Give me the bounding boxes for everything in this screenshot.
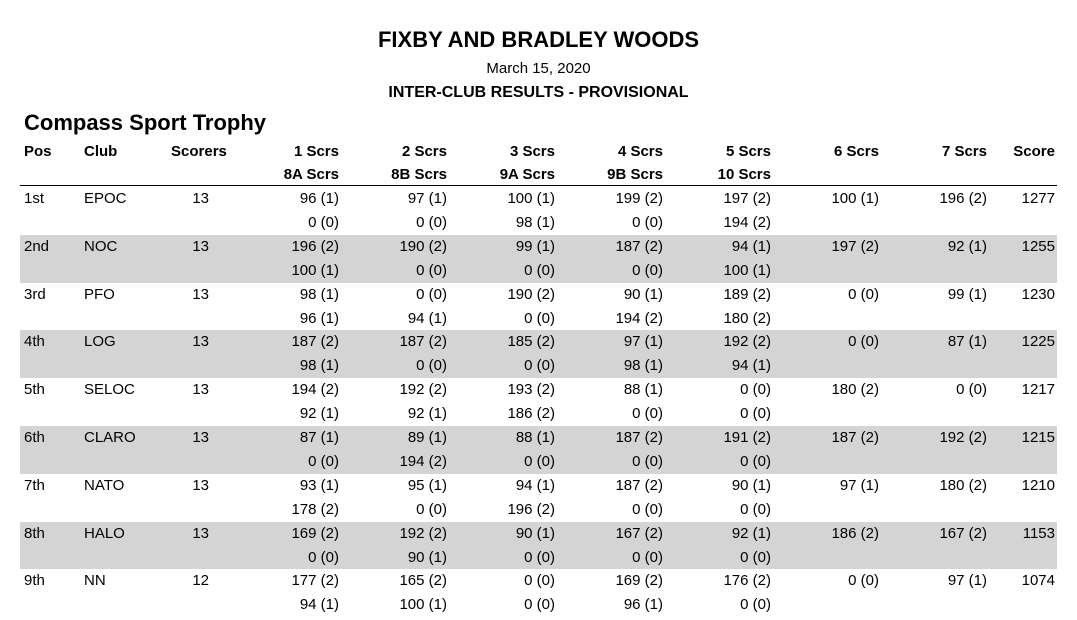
course-1-cell: 87 (1): [299, 428, 339, 446]
course-10-cell: 0 (0): [740, 500, 771, 518]
course-4-cell: 97 (1): [623, 333, 663, 351]
position-cell: 9th: [24, 572, 45, 590]
course-9b-cell: 194 (2): [615, 309, 663, 327]
course-4-cell: 187 (2): [615, 428, 663, 446]
scorers-cell: 13: [192, 285, 209, 303]
course-5-cell: 197 (2): [723, 190, 771, 207]
course-3-cell: 88 (1): [515, 428, 555, 446]
table-row: [20, 474, 1057, 522]
position-cell: 8th: [24, 524, 45, 542]
header-score: Score: [1013, 143, 1055, 160]
course-7-cell: 167 (2): [939, 524, 987, 542]
scorers-cell: 12: [192, 572, 209, 590]
score-cell: 1210: [1021, 476, 1055, 494]
course-5-cell: 192 (2): [723, 333, 771, 351]
course-6-cell: 180 (2): [831, 381, 879, 399]
course-8a-cell: 92 (1): [299, 405, 339, 423]
course-8a-cell: 98 (1): [299, 357, 339, 375]
club-cell: CLARO: [84, 428, 136, 446]
course-8b-cell: 0 (0): [416, 214, 447, 231]
score-cell: 1217: [1021, 381, 1055, 399]
course-4-cell: 167 (2): [615, 524, 663, 542]
table-row: [20, 283, 1057, 331]
score-cell: 1277: [1021, 190, 1055, 207]
course-8a-cell: 100 (1): [291, 261, 339, 279]
course-6-cell: 187 (2): [831, 428, 879, 446]
course-9b-cell: 0 (0): [632, 500, 663, 518]
course-8b-cell: 94 (1): [407, 309, 447, 327]
course-8a-cell: 178 (2): [291, 500, 339, 518]
table-row: [20, 569, 1057, 617]
club-cell: NOC: [84, 237, 118, 255]
header-club: Club: [84, 143, 118, 160]
course-5-cell: 189 (2): [723, 285, 771, 303]
header-course-10: 10 Scrs: [717, 166, 771, 183]
course-1-cell: 169 (2): [291, 524, 339, 542]
course-10-cell: 94 (1): [731, 357, 771, 375]
course-8a-cell: 0 (0): [308, 452, 339, 470]
header-course-6: 6 Scrs: [833, 143, 879, 160]
course-5-cell: 92 (1): [731, 524, 771, 542]
position-cell: 5th: [24, 381, 45, 399]
course-6-cell: 100 (1): [831, 190, 879, 207]
scorers-cell: 13: [192, 190, 209, 207]
header-course-3: 3 Scrs: [509, 143, 555, 160]
course-9a-cell: 0 (0): [524, 309, 555, 327]
header-course-9b: 9B Scrs: [607, 166, 663, 183]
course-6-cell: 186 (2): [831, 524, 879, 542]
course-4-cell: 199 (2): [615, 190, 663, 207]
score-cell: 1225: [1021, 333, 1055, 351]
course-10-cell: 0 (0): [740, 405, 771, 423]
course-9a-cell: 0 (0): [524, 357, 555, 375]
course-4-cell: 169 (2): [615, 572, 663, 590]
event-date: March 15, 2020: [486, 60, 591, 77]
course-4-cell: 187 (2): [615, 237, 663, 255]
header-course-9a: 9A Scrs: [499, 166, 555, 183]
score-cell: 1074: [1021, 572, 1055, 590]
course-3-cell: 190 (2): [507, 285, 555, 303]
header-course-7: 7 Scrs: [941, 143, 987, 160]
course-9a-cell: 98 (1): [515, 214, 555, 231]
course-8b-cell: 194 (2): [399, 452, 447, 470]
position-cell: 7th: [24, 476, 45, 494]
club-cell: NN: [84, 572, 106, 590]
course-6-cell: 0 (0): [848, 333, 879, 351]
course-10-cell: 0 (0): [740, 548, 771, 566]
course-7-cell: 180 (2): [939, 476, 987, 494]
header-scorers: Scorers: [171, 143, 227, 160]
course-5-cell: 94 (1): [731, 237, 771, 255]
course-8a-cell: 96 (1): [299, 309, 339, 327]
course-2-cell: 97 (1): [407, 190, 447, 207]
club-cell: EPOC: [84, 190, 127, 207]
course-9a-cell: 0 (0): [524, 596, 555, 614]
course-1-cell: 194 (2): [291, 381, 339, 399]
scorers-cell: 13: [192, 237, 209, 255]
course-2-cell: 95 (1): [407, 476, 447, 494]
club-cell: PFO: [84, 285, 115, 303]
course-7-cell: 0 (0): [956, 381, 987, 399]
club-cell: HALO: [84, 524, 125, 542]
course-3-cell: 0 (0): [524, 572, 555, 590]
course-9a-cell: 186 (2): [507, 405, 555, 423]
table-row: [20, 330, 1057, 378]
scorers-cell: 13: [192, 428, 209, 446]
club-cell: SELOC: [84, 381, 135, 399]
course-3-cell: 193 (2): [507, 381, 555, 399]
course-9b-cell: 96 (1): [623, 596, 663, 614]
header-course-8b: 8B Scrs: [391, 166, 447, 183]
course-3-cell: 185 (2): [507, 333, 555, 351]
table-row: [20, 235, 1057, 283]
course-3-cell: 100 (1): [507, 190, 555, 207]
position-cell: 3rd: [24, 285, 46, 303]
course-1-cell: 93 (1): [299, 476, 339, 494]
course-6-cell: 197 (2): [831, 237, 879, 255]
course-2-cell: 187 (2): [399, 333, 447, 351]
course-10-cell: 180 (2): [723, 309, 771, 327]
course-7-cell: 87 (1): [947, 333, 987, 351]
course-9a-cell: 0 (0): [524, 548, 555, 566]
course-3-cell: 94 (1): [515, 476, 555, 494]
header-course-4: 4 Scrs: [617, 143, 663, 160]
position-cell: 6th: [24, 428, 45, 446]
position-cell: 2nd: [24, 237, 50, 255]
score-cell: 1255: [1021, 237, 1055, 255]
course-8b-cell: 0 (0): [416, 357, 447, 375]
course-10-cell: 194 (2): [723, 214, 771, 231]
scorers-cell: 13: [192, 333, 209, 351]
course-5-cell: 191 (2): [723, 428, 771, 446]
course-7-cell: 97 (1): [947, 572, 987, 590]
event-title: FIXBY AND BRADLEY WOODS: [377, 27, 700, 52]
scorers-cell: 13: [192, 524, 209, 542]
course-9b-cell: 0 (0): [632, 548, 663, 566]
club-cell: NATO: [84, 476, 125, 494]
course-8a-cell: 0 (0): [308, 548, 339, 566]
scorers-cell: 13: [192, 381, 209, 399]
course-9a-cell: 0 (0): [524, 261, 555, 279]
course-10-cell: 0 (0): [740, 596, 771, 614]
score-cell: 1153: [1022, 524, 1055, 542]
course-4-cell: 88 (1): [623, 381, 663, 399]
section-title: Compass Sport Trophy: [24, 110, 267, 135]
course-9b-cell: 0 (0): [632, 452, 663, 470]
course-10-cell: 100 (1): [723, 261, 771, 279]
course-9b-cell: 0 (0): [632, 405, 663, 423]
course-4-cell: 90 (1): [623, 285, 663, 303]
position-cell: 1st: [24, 190, 45, 207]
course-2-cell: 165 (2): [399, 572, 447, 590]
results-subtitle: INTER-CLUB RESULTS - PROVISIONAL: [388, 84, 689, 101]
table-row: [20, 426, 1057, 474]
course-1-cell: 196 (2): [291, 237, 339, 255]
course-8a-cell: 94 (1): [299, 596, 339, 614]
course-9b-cell: 0 (0): [632, 261, 663, 279]
course-9a-cell: 0 (0): [524, 452, 555, 470]
course-1-cell: 187 (2): [291, 333, 339, 351]
course-8a-cell: 0 (0): [308, 214, 339, 231]
course-9b-cell: 0 (0): [632, 214, 663, 231]
course-2-cell: 190 (2): [399, 237, 447, 255]
course-9a-cell: 196 (2): [507, 500, 555, 518]
course-1-cell: 177 (2): [291, 572, 339, 590]
course-3-cell: 90 (1): [515, 524, 555, 542]
course-5-cell: 176 (2): [723, 572, 771, 590]
course-5-cell: 90 (1): [731, 476, 771, 494]
header-course-2: 2 Scrs: [401, 143, 447, 160]
course-7-cell: 192 (2): [939, 428, 987, 446]
course-7-cell: 196 (2): [939, 190, 987, 207]
course-7-cell: 99 (1): [947, 285, 987, 303]
course-6-cell: 0 (0): [848, 572, 879, 590]
course-2-cell: 192 (2): [399, 524, 447, 542]
course-5-cell: 0 (0): [740, 381, 771, 399]
header-course-5: 5 Scrs: [725, 143, 771, 160]
course-9b-cell: 98 (1): [623, 357, 663, 375]
course-8b-cell: 0 (0): [416, 261, 447, 279]
score-cell: 1230: [1021, 285, 1055, 303]
header-divider: [20, 185, 1057, 186]
course-1-cell: 98 (1): [299, 285, 339, 303]
course-8b-cell: 92 (1): [407, 405, 447, 423]
course-8b-cell: 0 (0): [416, 500, 447, 518]
position-cell: 4th: [24, 333, 45, 351]
course-6-cell: 97 (1): [839, 476, 879, 494]
course-8b-cell: 100 (1): [399, 596, 447, 614]
course-2-cell: 89 (1): [407, 428, 447, 446]
results-table: [20, 187, 1057, 617]
course-3-cell: 99 (1): [515, 237, 555, 255]
course-1-cell: 96 (1): [299, 190, 339, 207]
course-4-cell: 187 (2): [615, 476, 663, 494]
course-6-cell: 0 (0): [848, 285, 879, 303]
table-row: [20, 522, 1057, 570]
header-course-8a: 8A Scrs: [283, 166, 339, 183]
table-row: [20, 187, 1057, 235]
course-8b-cell: 90 (1): [407, 548, 447, 566]
score-cell: 1215: [1021, 428, 1055, 446]
header-pos: Pos: [24, 143, 52, 160]
course-2-cell: 0 (0): [416, 285, 447, 303]
table-row: [20, 378, 1057, 426]
course-7-cell: 92 (1): [947, 237, 987, 255]
club-cell: LOG: [84, 333, 116, 351]
header-course-1: 1 Scrs: [293, 143, 339, 160]
scorers-cell: 13: [192, 476, 209, 494]
course-10-cell: 0 (0): [740, 452, 771, 470]
course-2-cell: 192 (2): [399, 381, 447, 399]
